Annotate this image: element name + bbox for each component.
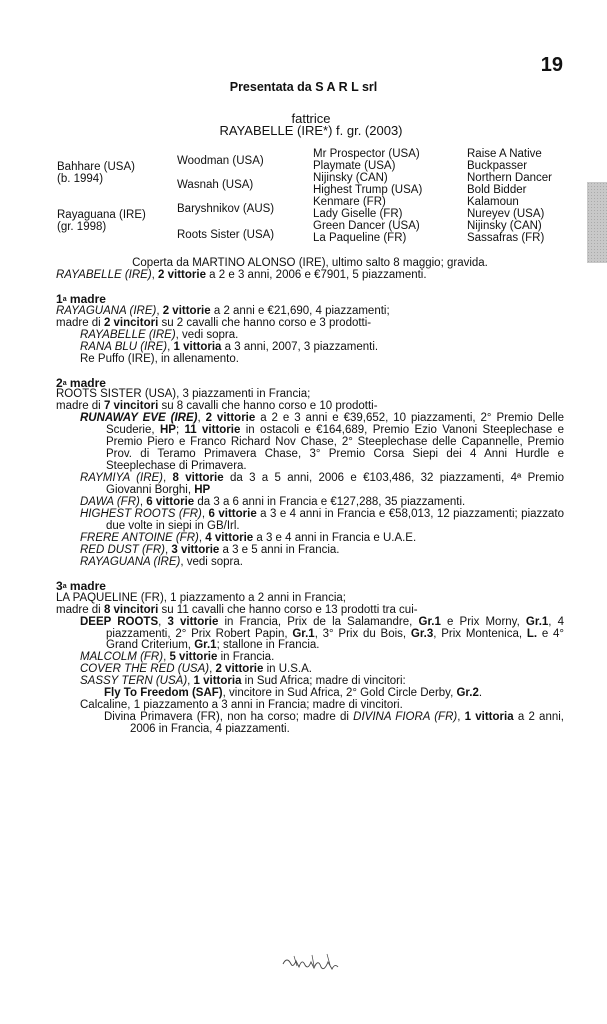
pedigree-ancestor: Northern Dancer — [467, 172, 553, 184]
paragraph — [56, 617, 564, 653]
dam-details: (gr. 1998) — [57, 221, 107, 233]
text: , — [187, 675, 194, 688]
pedigree-ancestor: Green Dancer (USA) — [313, 220, 420, 232]
text: , — [139, 496, 147, 509]
text: , Prix Montenica, — [433, 627, 527, 640]
bold-text: 8 vincitori — [103, 603, 159, 616]
spacer — [56, 569, 564, 581]
page-edge-tab — [587, 182, 607, 263]
text: ROOTS SISTER (USA), 3 piazzamenti in Francia; — [56, 388, 311, 401]
bold-text: 5 vittorie — [169, 651, 218, 664]
text: a 2 anni e €21,690, 4 piazzamenti; — [210, 304, 390, 317]
pedigree-col4 — [467, 148, 552, 244]
pedigree-ancestor: Highest Trump (USA) — [313, 184, 423, 196]
pedigree-ancestor: Bold Bidder — [467, 184, 527, 196]
text: su 2 cavalli che hanno corso e 3 prodotti- — [158, 316, 372, 329]
text: Divina Primavera (FR), non ha corso; madre di — [104, 711, 354, 724]
text: a — [62, 295, 67, 303]
bold-text: 1 vittoria — [193, 675, 242, 688]
bold-text: DEEP ROOTS — [80, 615, 159, 628]
text: a 3 e 5 anni in Francia. — [219, 543, 340, 556]
bold-text: 3 vittorie — [171, 543, 220, 556]
pedigree-grandparent: Roots Sister (USA) — [177, 229, 275, 241]
bold-text: L. — [526, 627, 538, 640]
text: Re Puffo (IRE), in allenamento. — [80, 352, 239, 365]
horse-name: RUNAWAY EVE (IRE) — [80, 412, 198, 425]
text: , — [457, 711, 465, 724]
bold-text: 3 — [56, 578, 63, 593]
dam-name: Rayaguana (IRE) — [57, 209, 146, 221]
paragraph — [56, 270, 564, 282]
bold-text: madre — [66, 291, 106, 306]
horse-name: RANA BLU (IRE) — [80, 340, 168, 353]
text: a 2 e 3 anni e €39,652, 10 piazzamenti, 2° Premio Delle Scuderie, — [106, 412, 565, 437]
text: da 3 a 6 anni in Francia e €127,288, 35 piazzamenti. — [194, 496, 466, 509]
bold-text: 2 vittorie — [215, 663, 264, 676]
text: in U.S.A. — [263, 663, 312, 676]
paragraph — [56, 509, 564, 533]
sire-name: Bahhare (USA) — [57, 161, 135, 173]
text: da 3 a 5 anni, 2006 e €103,486, 32 piazzamenti, 4ª Premio Giovanni Borghi, — [106, 472, 565, 497]
text: . — [478, 687, 483, 700]
pedigree-ancestor: Nijinsky (CAN) — [467, 220, 542, 232]
horse-name: RAYMIYA (IRE) — [80, 472, 164, 485]
text: in Francia. — [217, 651, 275, 664]
pedigree-ancestor: Kenmare (FR) — [313, 196, 386, 208]
text: , — [201, 507, 209, 520]
dam — [57, 209, 146, 233]
text: , — [209, 663, 216, 676]
paragraph — [56, 413, 564, 473]
bold-text: Gr.1 — [292, 627, 315, 640]
bold-text: 11 vittorie — [184, 424, 241, 437]
text: a 2 e 3 anni, 2006 e €7901, 5 piazzamenti. — [205, 268, 427, 281]
bold-text: 1 — [56, 291, 63, 306]
sire-details: (b. 1994) — [57, 173, 104, 185]
text: , — [163, 472, 173, 485]
text: , — [164, 543, 172, 556]
text: , 3° Prix du Bois, — [314, 627, 411, 640]
text: ; — [175, 424, 185, 437]
pedigree-ancestor: Playmate (USA) — [313, 160, 396, 172]
text: in Sud Africa; madre di vincitori: — [241, 675, 406, 688]
pedigree-ancestor: Buckpasser — [467, 160, 528, 172]
text: a 3 e 4 anni in Francia e U.A.E. — [253, 531, 417, 544]
pedigree-grandparent: Woodman (USA) — [177, 155, 264, 167]
bold-text: madre — [66, 578, 106, 593]
bold-text: 2 vittorie — [158, 268, 206, 281]
text: , — [151, 268, 159, 281]
horse-name: FRERE ANTOINE (FR) — [80, 531, 199, 544]
horse-name: SASSY TERN (USA) — [80, 675, 188, 688]
bold-text: 6 vittorie — [208, 507, 257, 520]
spacer — [56, 282, 564, 294]
horse-name: HIGHEST ROOTS (FR) — [80, 507, 202, 520]
bold-text: madre — [66, 375, 106, 390]
text: a — [62, 379, 67, 387]
bold-text: Gr.1 — [525, 615, 549, 628]
horse-name: MALCOLM (FR) — [80, 651, 164, 664]
sire — [57, 161, 135, 185]
pedigree-ancestor: Nureyev (USA) — [467, 208, 545, 220]
horse-name: RAYAGUANA (IRE) — [56, 304, 157, 317]
bold-text: Gr.2 — [456, 687, 479, 700]
pedigree-ancestor: Raise A Native — [467, 148, 542, 160]
spacer — [56, 366, 564, 378]
text: e Prix Morny, — [440, 615, 526, 628]
bold-text: Gr.3 — [410, 627, 434, 640]
page-number: 19 — [540, 54, 563, 76]
text: , — [163, 651, 170, 664]
bold-text: 8 vittorie — [172, 472, 224, 485]
pedigree-grandparent: Wasnah (USA) — [177, 179, 254, 191]
text: , vincitore in Sud Africa, 2° Gold Circle Derby, — [222, 687, 457, 700]
horse-name: RAYABELLE (IRE) — [56, 268, 152, 281]
text: madre di — [56, 603, 104, 616]
horse-name: RAYAGUANA (IRE) — [80, 555, 181, 568]
horse-name: DAWA (FR) — [80, 496, 140, 509]
paragraph — [56, 473, 564, 497]
text: LA PAQUELINE (FR), 1 piazzamento a 2 anni in Francia; — [56, 591, 346, 604]
text: , — [167, 340, 174, 353]
text: a 3 anni, 2007, 3 piazzamenti. — [221, 340, 379, 353]
pedigree-ancestor: La Paqueline (FR) — [313, 232, 407, 244]
pedigree-grandparent: Baryshnikov (AUS) — [177, 203, 275, 215]
text: , — [158, 615, 168, 628]
horse-name: DIVINA FIORA (FR) — [353, 711, 458, 724]
text: a 3 e 4 anni in Francia e €58,013, 12 piazzamenti; piazzato due volte in siepi in GB/Irl. — [106, 507, 565, 532]
horse-name: RAYABELLE (IRE) — [80, 328, 176, 341]
text: , — [198, 531, 206, 544]
horse-type: fattrice — [291, 111, 331, 126]
bold-text: 7 vincitori — [103, 400, 159, 413]
text: , — [197, 412, 206, 425]
pedigree-ancestor: Sassafras (FR) — [467, 232, 545, 244]
bold-text: 2 vittorie — [205, 412, 256, 425]
bold-text: Gr.1 — [194, 639, 217, 652]
bold-text: HP — [159, 424, 176, 437]
bold-text: 1 vittoria — [173, 340, 222, 353]
text: madre di — [56, 400, 104, 413]
text: ; stallone in Francia. — [216, 639, 320, 652]
bold-text: Fly To Freedom (SAF) — [104, 687, 223, 700]
pedigree-ancestor: Nijinsky (CAN) — [313, 172, 388, 184]
text: , — [156, 304, 163, 317]
pedigree-notes — [56, 258, 564, 736]
bold-text: HP — [194, 484, 211, 497]
bold-text: Gr.1 — [418, 615, 441, 628]
text: , 4 piazzamenti, 2° Prix Robert Papin, — [106, 615, 565, 640]
text: Calcaline, 1 piazzamento a 3 anni in Francia; madre di vincitori. — [80, 699, 403, 712]
text: a — [62, 582, 67, 590]
presenter-heading: Presentata da S A R L srl — [229, 80, 378, 94]
text: Coperta da MARTINO ALONSO (IRE), ultimo salto 8 maggio; gravida. — [132, 257, 488, 269]
bold-text: 2 — [56, 375, 63, 390]
text: su 8 cavalli che hanno corso e 10 prodotti- — [158, 400, 378, 413]
pedigree-ancestor: Kalamoun — [467, 196, 519, 208]
paragraph — [56, 557, 564, 569]
text: a 2 anni, 2006 in Francia, 4 piazzamenti. — [130, 711, 564, 736]
bold-text: 3 vittorie — [167, 615, 219, 628]
pedigree-col3 — [313, 148, 422, 244]
signature-mark — [280, 950, 344, 972]
bold-text: 2 vittorie — [162, 304, 211, 317]
text: in Francia, Prix de la Salamandre, — [218, 615, 419, 628]
pedigree-ancestor: Lady Giselle (FR) — [313, 208, 403, 220]
paragraph — [56, 712, 564, 736]
text: e 4° Grand Criterium, — [106, 627, 565, 652]
text: in ostacoli e €164,689, Premio Ezio Vanoni Steeplechase e Premio Piero e Franco Richard Nov Chase, 2° Steeplechase delle Capannelle, Premio Prov. di Teramo Primavera Chase, 3° Premio Corsa Siepi dei 4 Anni Hurdle e Steeplechase di Primavera. — [106, 424, 565, 473]
horse-name: RAYABELLE (IRE*) f. gr. (2003) — [219, 123, 403, 138]
horse-name: RED DUST (FR) — [80, 543, 165, 556]
bold-text: 4 vittorie — [205, 531, 254, 544]
bold-text: 6 vittorie — [146, 496, 195, 509]
paragraph — [56, 354, 564, 366]
text: , vedi sopra. — [175, 328, 239, 341]
bold-text: 1 vittoria — [464, 711, 514, 724]
text: madre di — [56, 316, 104, 329]
text: , vedi sopra. — [180, 555, 243, 568]
text: su 11 cavalli che hanno corso e 13 prodotti tra cui- — [158, 603, 418, 616]
bold-text: 2 vincitori — [103, 316, 159, 329]
horse-name: COVER THE RED (USA) — [80, 663, 210, 676]
pedigree-ancestor: Mr Prospector (USA) — [313, 148, 420, 160]
